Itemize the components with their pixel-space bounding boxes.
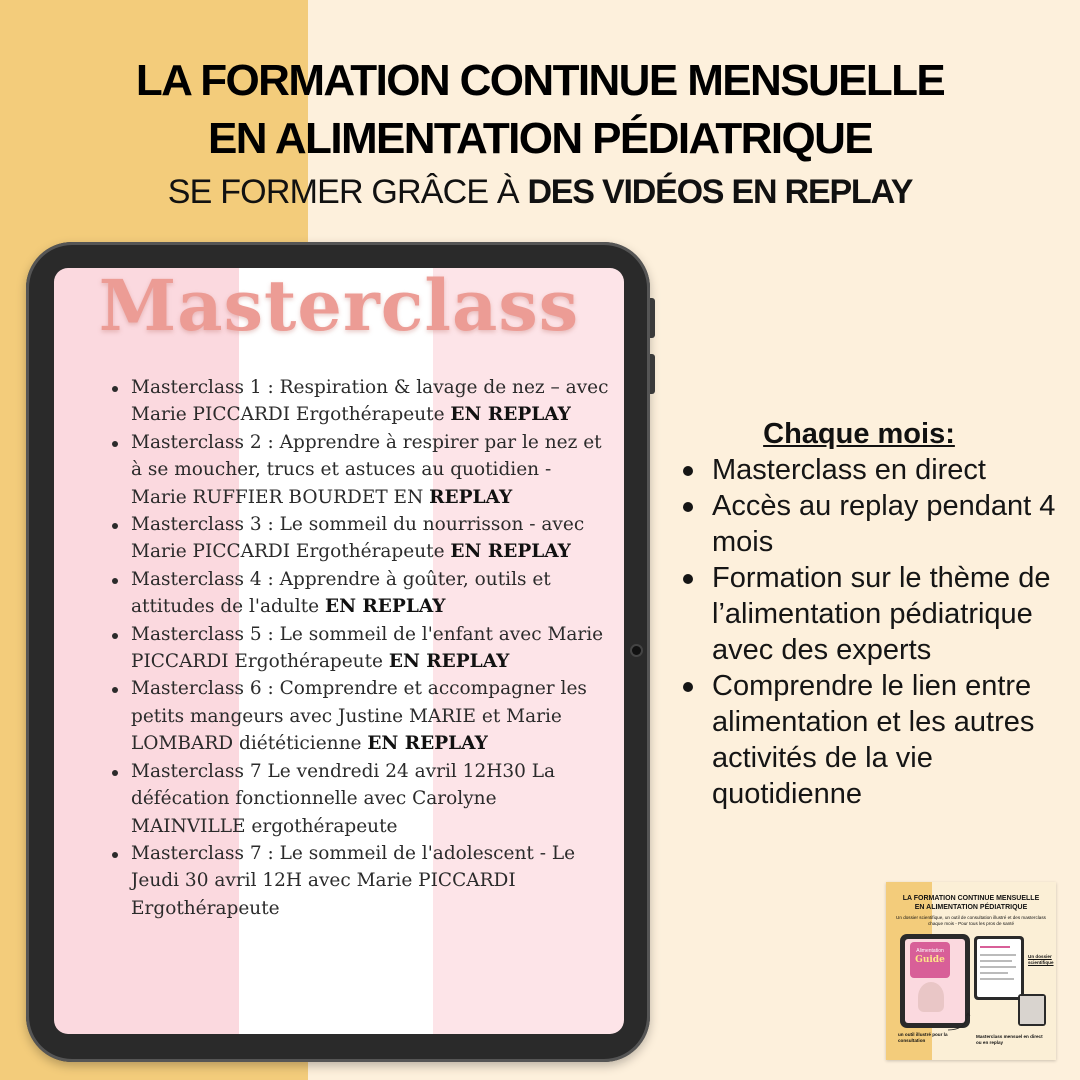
bullet-icon <box>112 523 118 529</box>
bullet-icon <box>112 687 118 693</box>
masterclass-item-text: Masterclass 7 Le vendredi 24 avril 12H30 La défécation fonctionnelle avec Carolyne MAINVILLE ergothérapeute <box>131 760 556 837</box>
bullet-icon <box>112 441 118 447</box>
masterclass-item <box>98 566 612 621</box>
subtitle-light: SE FORMER GRÂCE À <box>167 173 528 211</box>
replay-badge-text: EN REPLAY <box>367 733 488 755</box>
replay-badge-text: EN REPLAY <box>324 596 446 618</box>
bullet-icon <box>112 386 118 392</box>
thumbnail-document-tablet <box>974 936 1024 1000</box>
feature-item <box>680 560 1070 668</box>
product-thumbnail <box>886 882 1056 1060</box>
caption-outil: un outil illustré pour la consultation <box>898 1032 948 1043</box>
feature-item <box>680 452 1070 488</box>
masterclass-item <box>98 429 612 511</box>
replay-badge-text: REPLAY <box>429 486 513 508</box>
headline-subtitle <box>0 170 1080 214</box>
bullet-icon <box>683 574 693 584</box>
masterclass-item-text: Masterclass 1 : Respiration & lavage de nez – avec Marie PICCARDI Ergothérapeute <box>131 377 609 426</box>
headline-line-2: EN ALIMENTATION PÉDIATRIQUE <box>207 114 873 163</box>
masterclass-item-text: Masterclass 4 : Apprendre à goûter, outils et attitudes de l'adulte <box>131 568 551 618</box>
tablet-mockup <box>26 242 650 1062</box>
bullet-icon <box>112 578 118 584</box>
masterclass-item <box>98 511 612 566</box>
bullet-icon <box>683 466 693 476</box>
masterclass-item-text: Masterclass 6 : Comprendre et accompagner les petits mangeurs avec Justine MARIE et Marie LOMBARD diététicienne <box>131 678 587 755</box>
tablet-power-button <box>650 298 655 338</box>
thumbnail-subtitle: Un dossier scientifique, un outil de consultation illustré et des masterclass chaque mois - Pour tous les pros de santé <box>896 915 1046 926</box>
curved-arrow-icon <box>944 1010 974 1034</box>
feature-item-text: Accès au replay pendant 4 mois <box>712 490 1056 558</box>
page-header <box>0 52 1080 214</box>
masterclass-item-text: Masterclass 7 : Le sommeil de l'adolescent - Le Jeudi 30 avril 12H avec Marie PICCARDI Ergothérapeute <box>131 842 576 919</box>
feature-item-text: Masterclass en direct <box>712 454 986 486</box>
feature-item-text: Comprendre le lien entre alimentation et les autres activités de la vie quotidienne <box>712 670 1035 810</box>
masterclass-title: Masterclass <box>98 268 580 347</box>
feature-item <box>680 488 1070 560</box>
thumbnail-title-line-2: EN ALIMENTATION PÉDIATRIQUE <box>914 904 1028 911</box>
bullet-icon <box>112 852 118 858</box>
replay-badge-text: EN REPLAY <box>450 404 571 426</box>
feature-item <box>680 668 1070 812</box>
bullet-icon <box>112 633 118 639</box>
thumbnail-photo-tablet <box>1018 994 1046 1026</box>
guide-top-label: Alimentation <box>916 948 944 954</box>
thumbnail-title-line-1: LA FORMATION CONTINUE MENSUELLE <box>902 895 1040 902</box>
guide-person-illustration <box>918 982 944 1012</box>
features-heading: Chaque mois: <box>763 418 955 450</box>
tablet-screen <box>54 268 624 1034</box>
headline-line-1: LA FORMATION CONTINUE MENSUELLE <box>135 56 945 105</box>
features-list <box>680 452 1070 812</box>
replay-badge-text: EN REPLAY <box>388 651 510 673</box>
thumbnail-title <box>886 894 1056 912</box>
masterclass-item <box>98 374 612 429</box>
bullet-icon <box>683 682 693 692</box>
feature-item-text: Formation sur le thème de l’alimentation pédiatrique avec des experts <box>712 562 1051 666</box>
masterclass-item-text: Masterclass 3 : Le sommeil du nourrisson - avec Marie PICCARDI Ergothérapeute <box>131 514 585 563</box>
caption-dossier: Un dossier scientifique <box>1028 954 1054 965</box>
guide-word: Guide <box>915 955 945 965</box>
subtitle-bold: DES VIDÉOS EN REPLAY <box>527 173 913 211</box>
masterclass-item <box>98 621 612 676</box>
masterclass-list <box>98 374 612 922</box>
tablet-volume-button <box>650 354 655 394</box>
replay-badge-text: EN REPLAY <box>450 541 571 563</box>
guide-cover <box>910 942 950 978</box>
features-panel <box>680 416 1070 812</box>
bullet-icon <box>683 502 693 512</box>
masterclass-item <box>98 840 612 922</box>
masterclass-item-text: Masterclass 2 : Apprendre à respirer par le nez et à se moucher, trucs et astuces au quotidien - Marie RUFFIER BOURDET EN <box>131 431 602 508</box>
masterclass-item <box>98 675 612 757</box>
masterclass-item <box>98 758 612 840</box>
bullet-icon <box>112 770 118 776</box>
masterclass-item-text: Masterclass 5 : Le sommeil de l'enfant avec Marie PICCARDI Ergothérapeute <box>131 623 604 673</box>
caption-masterclass: Masterclass mensuel en direct ou en replay <box>976 1034 1043 1045</box>
tablet-camera-icon <box>632 646 641 655</box>
